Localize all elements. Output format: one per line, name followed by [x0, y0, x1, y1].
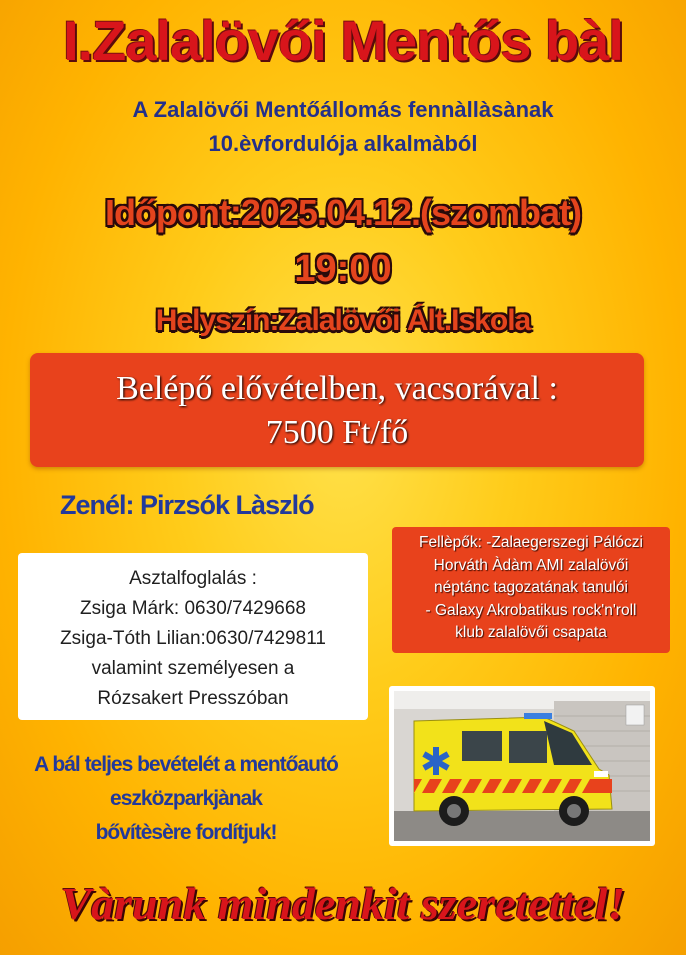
performers-box: [392, 527, 670, 653]
subtitle: [0, 93, 686, 161]
ticket-price: 7500 Ft/fő: [265, 414, 409, 451]
proceeds-line-1: A bál teljes bevételét a mentőautó: [34, 753, 338, 776]
event-venue: Helyszín:Zalalövői Ált.Iskola: [155, 304, 531, 337]
booking-contact-1: Zsiga Márk: 0630/7429668: [79, 598, 307, 619]
proceeds-note: [0, 748, 372, 850]
proceeds-line-3: bővítèsère fordítjuk!: [95, 821, 277, 844]
booking-location: Rózsakert Presszóban: [97, 688, 289, 709]
performers-line-1: Fellèpők: -Zalaegerszegi Pálóczi: [419, 534, 643, 551]
performers-line-4: - Galaxy Akrobatikus rock'n'roll: [425, 601, 637, 619]
subtitle-line-2: 10.èvfordulója alkalmàból: [208, 131, 478, 156]
performers-line-2: Horváth Àdàm AMI zalalövői: [433, 556, 629, 574]
ambulance-illustration: [394, 691, 650, 841]
ticket-line-1: Belépő elővételben, vacsorával :: [116, 370, 558, 407]
ticket-price-banner: [30, 353, 644, 467]
booking-contact-2: Zsiga-Tóth Lilian:0630/7429811: [60, 628, 326, 649]
event-datetime: Időpont:2025.04.12.(szombat): [104, 192, 582, 233]
proceeds-line-2: eszközparkjànak: [110, 787, 262, 810]
music-performer: Zenél: Pirzsók Làszló: [60, 490, 314, 520]
event-time: 19:00: [294, 248, 392, 290]
footer-welcome: Vàrunk mindenkit szeretettel!: [60, 878, 626, 929]
booking-heading: Asztalfoglalás :: [129, 568, 257, 589]
table-booking-box: [18, 553, 368, 720]
performers-line-5: klub zalalövői csapata: [455, 624, 607, 641]
poster-title: I.Zalalövői Mentős bàl: [63, 9, 623, 72]
booking-line-4: valamint személyesen a: [91, 658, 295, 679]
performers-line-3: néptánc tagozatának tanulói: [434, 579, 628, 596]
subtitle-line-1: A Zalalövői Mentőállomás fennàllàsànak: [132, 97, 554, 122]
ambulance-photo: [389, 686, 655, 846]
